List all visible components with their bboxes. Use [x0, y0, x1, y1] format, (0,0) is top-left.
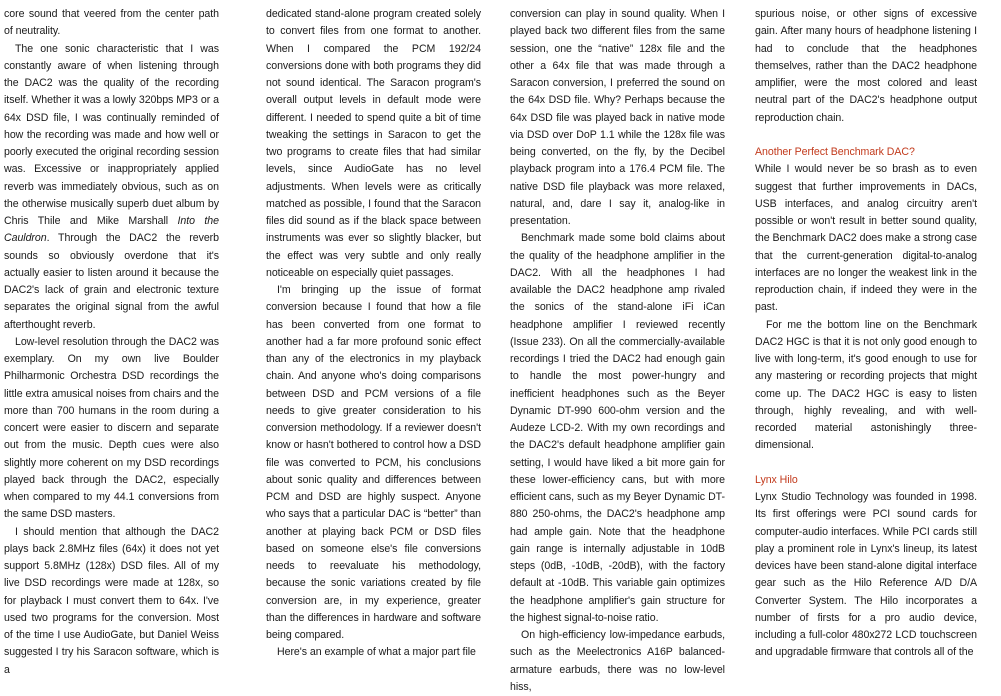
paragraph: spurious noise, or other signs of excessive gain. After many hours of headphone listening I had to conclude that the headphones themselves, rather than the DAC2 headphone amplifier, were the most colored and least neutral part of the DAC2's headphone output reproduction chain.	[755, 8, 977, 124]
paragraph: Low-level resolution through the DAC2 was exemplary. On my own live Boulder Philharmonic Orchestra DSD recordings the little extra amusical noises from chairs and the more than 700 humans in the room during a concert were easier to discern and separate out from the music. Depth cues were also slightly more coherent on my DSD recordings played back through the DAC2, especially when compared to my 44.1 conversions from the same DSD masters.	[4, 335, 219, 521]
album-title: Into the Cauldron	[4, 215, 219, 245]
paragraph-text: The one sonic characteristic that I was constantly aware of when listening through the DAC2 was the quality of the recording itself. Whether it was a lowly 320bps MP3 or a 64x DSD file, I was continually reminded of how the recording was made and how well or poorly executed the original recording session was. Excessive or inappropriately applied reverb was immediately obvious, such as on the otherwise musically superb duet album by Chris Thile and Mike Marshall	[4, 42, 219, 227]
paragraph: I'm bringing up the issue of format conversion because I found that how a file has been converted from one format to another had a far more profound sonic effect than any of the electronics in my playback chain. And anyone who's doing comparisons between DSD and PCM versions of a file needs to give greater consideration to his conversion methodology. If a reviewer doesn't know or hasn't bothered to control how a DSD file was converted to PCM, his conclusions about sonic quality and differences between PCM and DSD are highly suspect. Anyone who says that a particular DAC is “better” than another at playing back PCM or DSD files based on someone else's file conversions needs to reevaluate his methodology, because the sonic variations created by file conversion are, in my experience, greater than the differences in hardware and software being compared.	[266, 284, 481, 641]
section-spacer	[755, 127, 977, 144]
paragraph: core sound that veered from the center path of neutrality.	[4, 8, 219, 38]
paragraph: While I would never be so brash as to even suggest that further improvements in DACs, USB interfaces, and analog circuitry aren't possible or won't result in better sound quality, the Benchmark DAC2 does make a strong case that the current-generation digital-to-analog interfaces are no longer the weakest link in the reproduction chain, if indeed they were in the past.	[755, 163, 977, 314]
paragraph: conversion can play in sound quality. When I played back two different files from the same session, one the “native” 128x file and the other a 64x file that was made through a Saracon conversion, I preferred the sound on the 64x DSD file. Why? Perhaps because the 64x DSD file was played back in native mode via DSD over DoP 1.1 while the 128x file was being converted, on the fly, by the Decibel playback program into a 176.4 PCM file. The native DSD file playback was more relaxed, natural, and, dare I say it, analog-like in presentation.	[510, 8, 725, 227]
paragraph: Here's an example of what a major part file	[277, 646, 476, 659]
paragraph	[4, 41, 219, 334]
text-column-4	[755, 6, 977, 662]
paragraph: I should mention that although the DAC2 plays back 2.8MHz files (64x) it does not yet support 5.8MHz (128x) DSD files. All of my live DSD recordings were made at 128x, so for playback I must convert them to 64x. I've used two programs for the conversion. Most of the time I use AudioGate, but Daniel Weiss suggested I try his Saracon software, which is a	[4, 525, 219, 676]
section-heading: Another Perfect Benchmark DAC?	[755, 146, 915, 158]
paragraph: Benchmark made some bold claims about the quality of the headphone amplifier in the DAC2. With all the headphones I had available the DAC2 headphone amp rivaled the sonics of the stand-alone iFi iCan headphone amplifier I reviewed recently (Issue 233). On all the commercially-available recordings I tried the DAC2 had enough gain to handle the most power-hungry and inefficient headphones such as the Beyer Dynamic DT-990 600-ohm version and the Audeze LCD-2. With my own recordings and the DAC2's default headphone amplifier gain setting, I would have liked a bit more gain for these lower-efficiency cans, but with more efficient cans, such as my Beyer Dynamic DT-880 250-ohms, the DAC2's headphone amp had ample gain. Note that the headphone gain range is internally adjustable in 10dB steps (0dB, -10dB, -20dB), with the factory default at -10dB. This variable gain optimizes the headphone amplifier's gain structure for the highest signal-to-noise ratio.	[510, 232, 725, 624]
text-column-1	[4, 6, 219, 679]
paragraph: On high-efficiency low-impedance earbuds, such as the Meelectronics A16P balanced-armature earbuds, there was no low-level hiss,	[510, 629, 725, 693]
section-heading: Lynx Hilo	[755, 473, 798, 486]
section-spacer	[755, 455, 977, 472]
paragraph: dedicated stand-alone program created solely to convert files from one format to another. When I compared the PCM 192/24 conversions done with both programs they did not sound identical. The Saracon program's overall output levels in default mode were different. I needed to spend quite a bit of time tweaking the settings in Saracon to get the two programs to create files that had similar levels, since AudioGate has no level adjustments. When levels were as critically matched as possible, I found that the Saracon files did sound as if the black space between instruments was ever so slightly blacker, but the effect was very subtle and only really noticeable on especially quiet passages.	[266, 8, 481, 279]
text-column-2	[266, 6, 481, 662]
paragraph-text: . Through the DAC2 the reverb sounds so obviously overdone that it's actually easier to listen around it because the DAC2's lack of grain and electronic texture separates the original signal from the awful afterthought reverb.	[4, 232, 219, 331]
paragraph: Lynx Studio Technology was founded in 1998. Its first offerings were PCI sound cards for computer-audio interfaces. While PCI cards still play a prominent role in Lynx's lineup, its latest devices have been stand-alone digital interface gear such as the Hilo Reference A/D D/A Converter System. The Hilo incorporates a number of firsts for a pro audio device, including a full-color 480x272 LCD touchscreen and upgradable firmware that controls all of the	[755, 491, 977, 659]
text-column-3	[510, 6, 725, 696]
paragraph: For me the bottom line on the Benchmark DAC2 HGC is that it is not only good enough to live with long-term, it's good enough to use for any mastering or recording projects that might come up. The DAC2 HGC is easy to listen through, highly revealing, and with well-recorded material astonishingly three-dimensional.	[755, 318, 977, 452]
